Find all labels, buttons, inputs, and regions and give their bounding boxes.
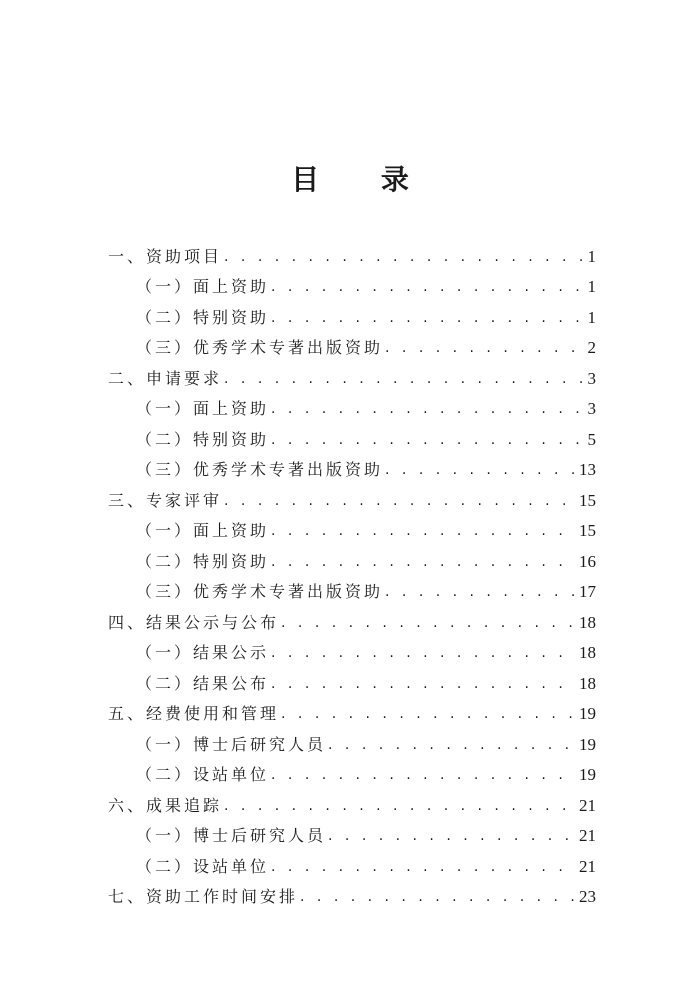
dot-leader	[271, 552, 575, 572]
toc-subsection-entry[interactable]	[108, 297, 596, 328]
toc-entry-label: （二）结果公布	[136, 673, 270, 693]
toc-subsection-entry[interactable]	[108, 541, 596, 572]
toc-page-number: 1	[587, 246, 596, 266]
dot-leader	[271, 765, 575, 785]
dot-leader	[271, 308, 583, 328]
toc-subsection-entry[interactable]	[108, 633, 596, 664]
toc-entry-label: 六、成果追踪	[108, 795, 223, 815]
dot-leader	[385, 582, 575, 602]
dot-leader	[271, 521, 575, 541]
toc-page-number: 17	[579, 582, 596, 601]
dot-leader	[385, 338, 583, 358]
toc-subsection-entry[interactable]	[108, 419, 596, 450]
toc-entry-label: （三）优秀学术专著出版资助	[136, 338, 384, 357]
toc-section-entry[interactable]	[108, 694, 596, 725]
toc-page-number: 1	[587, 277, 596, 296]
toc-page-number: 21	[579, 795, 596, 815]
toc-page-number: 19	[579, 704, 596, 723]
toc-subsection-entry[interactable]	[108, 450, 596, 481]
dot-leader	[271, 399, 583, 419]
toc-subsection-entry[interactable]	[108, 846, 596, 877]
dot-leader	[271, 643, 575, 663]
toc-subsection-entry[interactable]	[108, 511, 596, 542]
toc-entry-label: （一）面上资助	[136, 399, 270, 418]
toc-entry-label: （一）博士后研究人员	[136, 826, 327, 845]
toc-entry-label: 四、结果公示与公布	[108, 612, 280, 632]
dot-leader	[281, 704, 575, 724]
toc-entry-label: 七、资助工作时间安排	[108, 887, 299, 906]
toc-entry-label: 一、资助项目	[108, 246, 223, 266]
toc-section-entry[interactable]	[108, 480, 596, 511]
toc-entry-label: （二）特别资助	[136, 429, 270, 449]
toc-subsection-entry[interactable]	[108, 267, 596, 298]
toc-entry-label: （三）优秀学术专著出版资助	[136, 460, 384, 479]
toc-page-number: 15	[579, 521, 596, 540]
dot-leader	[385, 460, 575, 480]
dot-leader	[328, 735, 575, 755]
toc-entry-label: （二）设站单位	[136, 765, 270, 784]
toc-entry-label: （二）特别资助	[136, 551, 270, 571]
toc-section-entry[interactable]	[108, 877, 596, 908]
dot-leader	[328, 826, 575, 846]
toc-entry-label: （二）特别资助	[136, 307, 270, 327]
toc-entry-label: （一）结果公示	[136, 643, 270, 662]
toc-page-number: 16	[579, 551, 596, 571]
toc-page-number: 13	[579, 460, 596, 479]
toc-page-number: 18	[579, 643, 596, 662]
toc-entry-label: 三、专家评审	[108, 490, 223, 510]
toc-page-number: 23	[579, 887, 596, 906]
toc-page-number: 2	[587, 338, 596, 357]
dot-leader	[224, 796, 575, 816]
dot-leader	[224, 369, 583, 389]
toc-page-number: 5	[587, 429, 596, 449]
toc-entry-label: （一）面上资助	[136, 277, 270, 296]
toc-section-entry[interactable]	[108, 602, 596, 633]
toc-entry-label: （二）设站单位	[136, 856, 270, 876]
toc-page-number: 3	[587, 399, 596, 418]
dot-leader	[224, 247, 583, 267]
toc-page-number: 19	[579, 734, 596, 754]
dot-leader	[281, 613, 575, 633]
toc-section-entry[interactable]	[108, 236, 596, 267]
toc-entry-label: 二、申请要求	[108, 368, 223, 388]
toc-entry-label: （一）面上资助	[136, 521, 270, 540]
toc-section-entry[interactable]	[108, 358, 596, 389]
toc-subsection-entry[interactable]	[108, 328, 596, 359]
page-title: 目 录	[291, 163, 435, 196]
toc-page-number: 18	[579, 673, 596, 693]
toc-subsection-entry[interactable]	[108, 663, 596, 694]
toc-entry-label: 五、经费使用和管理	[108, 704, 280, 723]
dot-leader	[271, 430, 583, 450]
dot-leader	[271, 857, 575, 877]
toc-subsection-entry[interactable]	[108, 724, 596, 755]
table-of-contents	[108, 236, 596, 907]
toc-page-number: 19	[579, 765, 596, 784]
dot-leader	[224, 491, 575, 511]
toc-entry-label: （一）博士后研究人员	[136, 734, 327, 754]
toc-page-number: 3	[587, 368, 596, 388]
toc-page-number: 21	[579, 856, 596, 876]
toc-page-number: 15	[579, 490, 596, 510]
dot-leader	[271, 674, 575, 694]
toc-entry-label: （三）优秀学术专著出版资助	[136, 582, 384, 601]
toc-page-number: 21	[579, 826, 596, 845]
dot-leader	[271, 277, 583, 297]
toc-subsection-entry[interactable]	[108, 816, 596, 847]
toc-page-number: 1	[587, 307, 596, 327]
toc-page-number: 18	[579, 612, 596, 632]
toc-subsection-entry[interactable]	[108, 572, 596, 603]
toc-section-entry[interactable]	[108, 785, 596, 816]
dot-leader	[300, 887, 575, 907]
toc-subsection-entry[interactable]	[108, 389, 596, 420]
toc-subsection-entry[interactable]	[108, 755, 596, 786]
